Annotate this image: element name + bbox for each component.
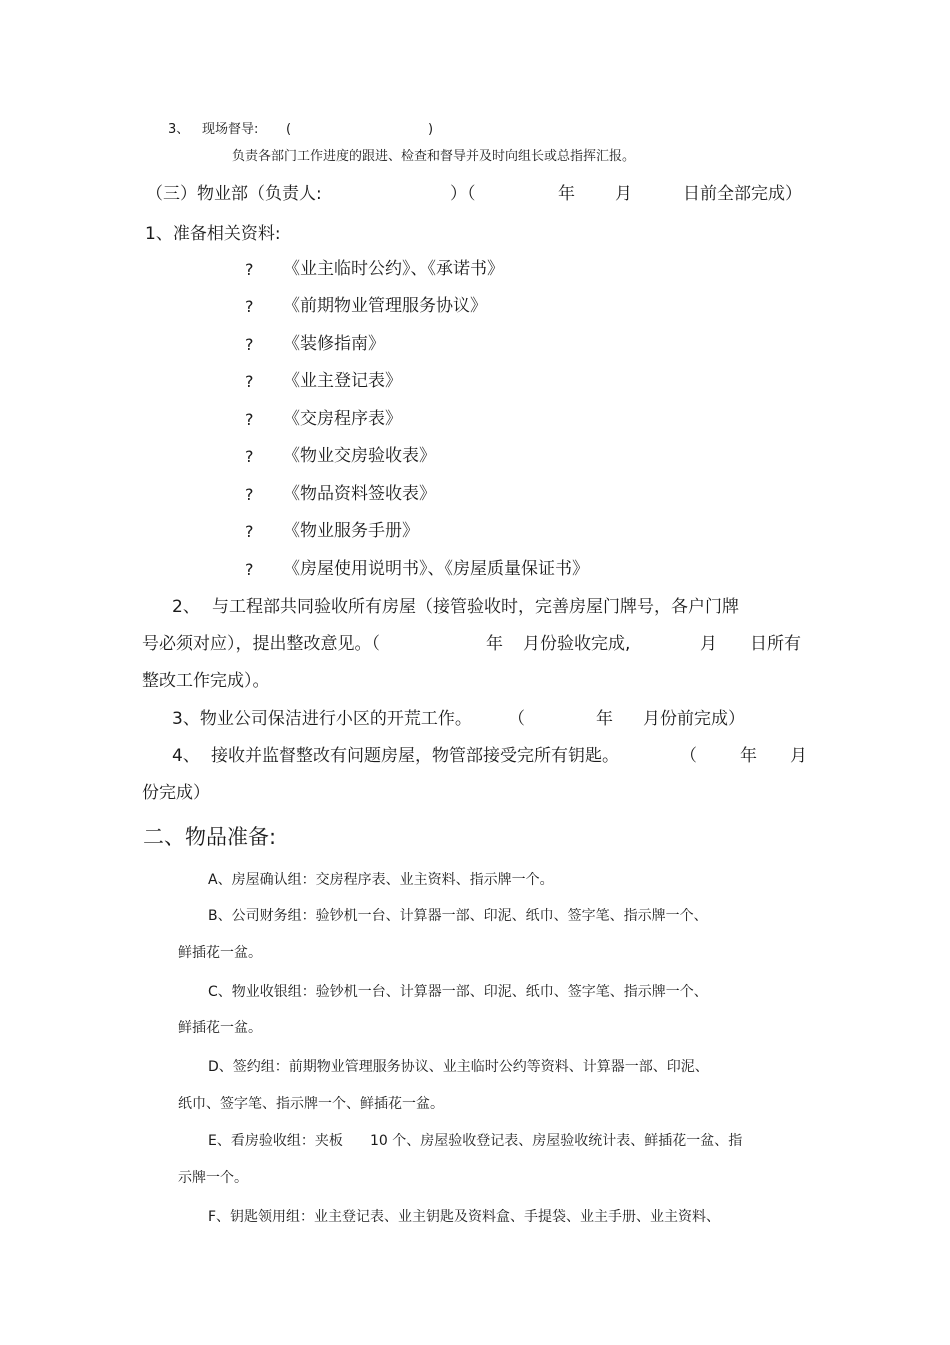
list-item: 《业主登记表》 xyxy=(283,371,402,391)
task2-line2b: 月份验收完成, xyxy=(523,634,631,654)
section3-label: 现场督导: xyxy=(202,122,259,137)
task2-line2a: 号必须对应），提出整改意见。（ xyxy=(142,634,380,654)
task4-num: 4、 xyxy=(172,746,200,766)
goods-item-c-line2: 鲜插花一盆。 xyxy=(178,1020,262,1036)
bullet-marker: ? xyxy=(245,560,254,579)
bullet-marker: ? xyxy=(245,485,254,504)
goods-item-b-line1: B、公司财务组：验钞机一台、计算器一部、印泥、纸巾、签字笔、指示牌一个、 xyxy=(208,908,708,924)
task3-paren: （ xyxy=(508,709,525,729)
goods-item-e-line1b: 10 个、房屋验收登记表、房屋验收统计表、鲜插花一盆、指 xyxy=(370,1133,743,1149)
task4-text: 接收并监督整改有问题房屋，物管部接受完所有钥匙。 xyxy=(211,746,619,766)
property-dept-deadline: 日前全部完成） xyxy=(683,184,802,204)
task2-num: 2、 xyxy=(172,597,200,617)
list-item: 《装修指南》 xyxy=(283,334,385,354)
section3-paren-open: ( xyxy=(286,122,292,137)
list-item: 《交房程序表》 xyxy=(283,409,402,429)
property-dept-heading: （三）物业部（负责人: xyxy=(146,184,322,204)
list-item: 《房屋使用说明书》、《房屋质量保证书》 xyxy=(283,559,589,579)
task2-line3: 整改工作完成）。 xyxy=(142,671,270,691)
task2-year: 年 xyxy=(486,634,503,654)
task4-line2: 份完成） xyxy=(142,783,210,803)
task3-text: 3、物业公司保洁进行小区的开荒工作。 xyxy=(172,709,472,729)
task4-month: 月 xyxy=(790,746,807,766)
task2-line2c: 日所有 xyxy=(750,634,801,654)
bullet-marker: ? xyxy=(245,447,254,466)
bullet-marker: ? xyxy=(245,260,254,279)
task3-year: 年 xyxy=(596,709,613,729)
list-item: 《前期物业管理服务协议》 xyxy=(283,296,487,316)
list-item: 《物业交房验收表》 xyxy=(283,446,436,466)
task4-year: 年 xyxy=(740,746,757,766)
goods-item-a: A、房屋确认组：交房程序表、业主资料、指示牌一个。 xyxy=(208,872,554,888)
bullet-marker: ? xyxy=(245,335,254,354)
goods-item-f-line1: F、钥匙领用组：业主登记表、业主钥匙及资料盒、手提袋、业主手册、业主资料、 xyxy=(208,1209,721,1225)
bullet-marker: ? xyxy=(245,410,254,429)
materials-title: 1、准备相关资料: xyxy=(145,224,281,244)
bullet-marker: ? xyxy=(245,297,254,316)
goods-item-e-line2: 示牌一个。 xyxy=(178,1170,248,1186)
goods-item-c-line1: C、物业收银组：验钞机一台、计算器一部、印泥、纸巾、签字笔、指示牌一个、 xyxy=(208,984,708,1000)
goods-item-d-line1: D、签约组：前期物业管理服务协议、业主临时公约等资料、计算器一部、印泥、 xyxy=(208,1059,709,1075)
bullet-marker: ? xyxy=(245,372,254,391)
task2-line1: 与工程部共同验收所有房屋（接管验收时，完善房屋门牌号，各户门牌 xyxy=(212,597,739,617)
list-item: 《物业服务手册》 xyxy=(283,521,419,541)
task2-month: 月 xyxy=(700,634,717,654)
goods-heading: 二、物品准备: xyxy=(143,825,277,849)
property-dept-year: 年 xyxy=(558,184,575,204)
list-item: 《物品资料签收表》 xyxy=(283,484,436,504)
task4-paren: （ xyxy=(680,746,697,766)
goods-item-d-line2: 纸巾、签字笔、指示牌一个、鲜插花一盆。 xyxy=(178,1096,444,1112)
section3-num: 3、 xyxy=(168,122,190,137)
section3-desc: 负责各部门工作进度的跟进、检查和督导并及时向组长或总指挥汇报。 xyxy=(232,149,636,164)
goods-item-e-line1a: E、看房验收组：夹板 xyxy=(208,1133,343,1149)
list-item: 《业主临时公约》、《承诺书》 xyxy=(283,259,504,279)
task3-tail: 月份前完成） xyxy=(643,709,745,729)
section3-paren-close: ) xyxy=(428,122,434,137)
bullet-marker: ? xyxy=(245,522,254,541)
property-dept-month: 月 xyxy=(615,184,632,204)
goods-item-b-line2: 鲜插花一盆。 xyxy=(178,945,262,961)
property-dept-paren: ）（ xyxy=(450,184,476,204)
